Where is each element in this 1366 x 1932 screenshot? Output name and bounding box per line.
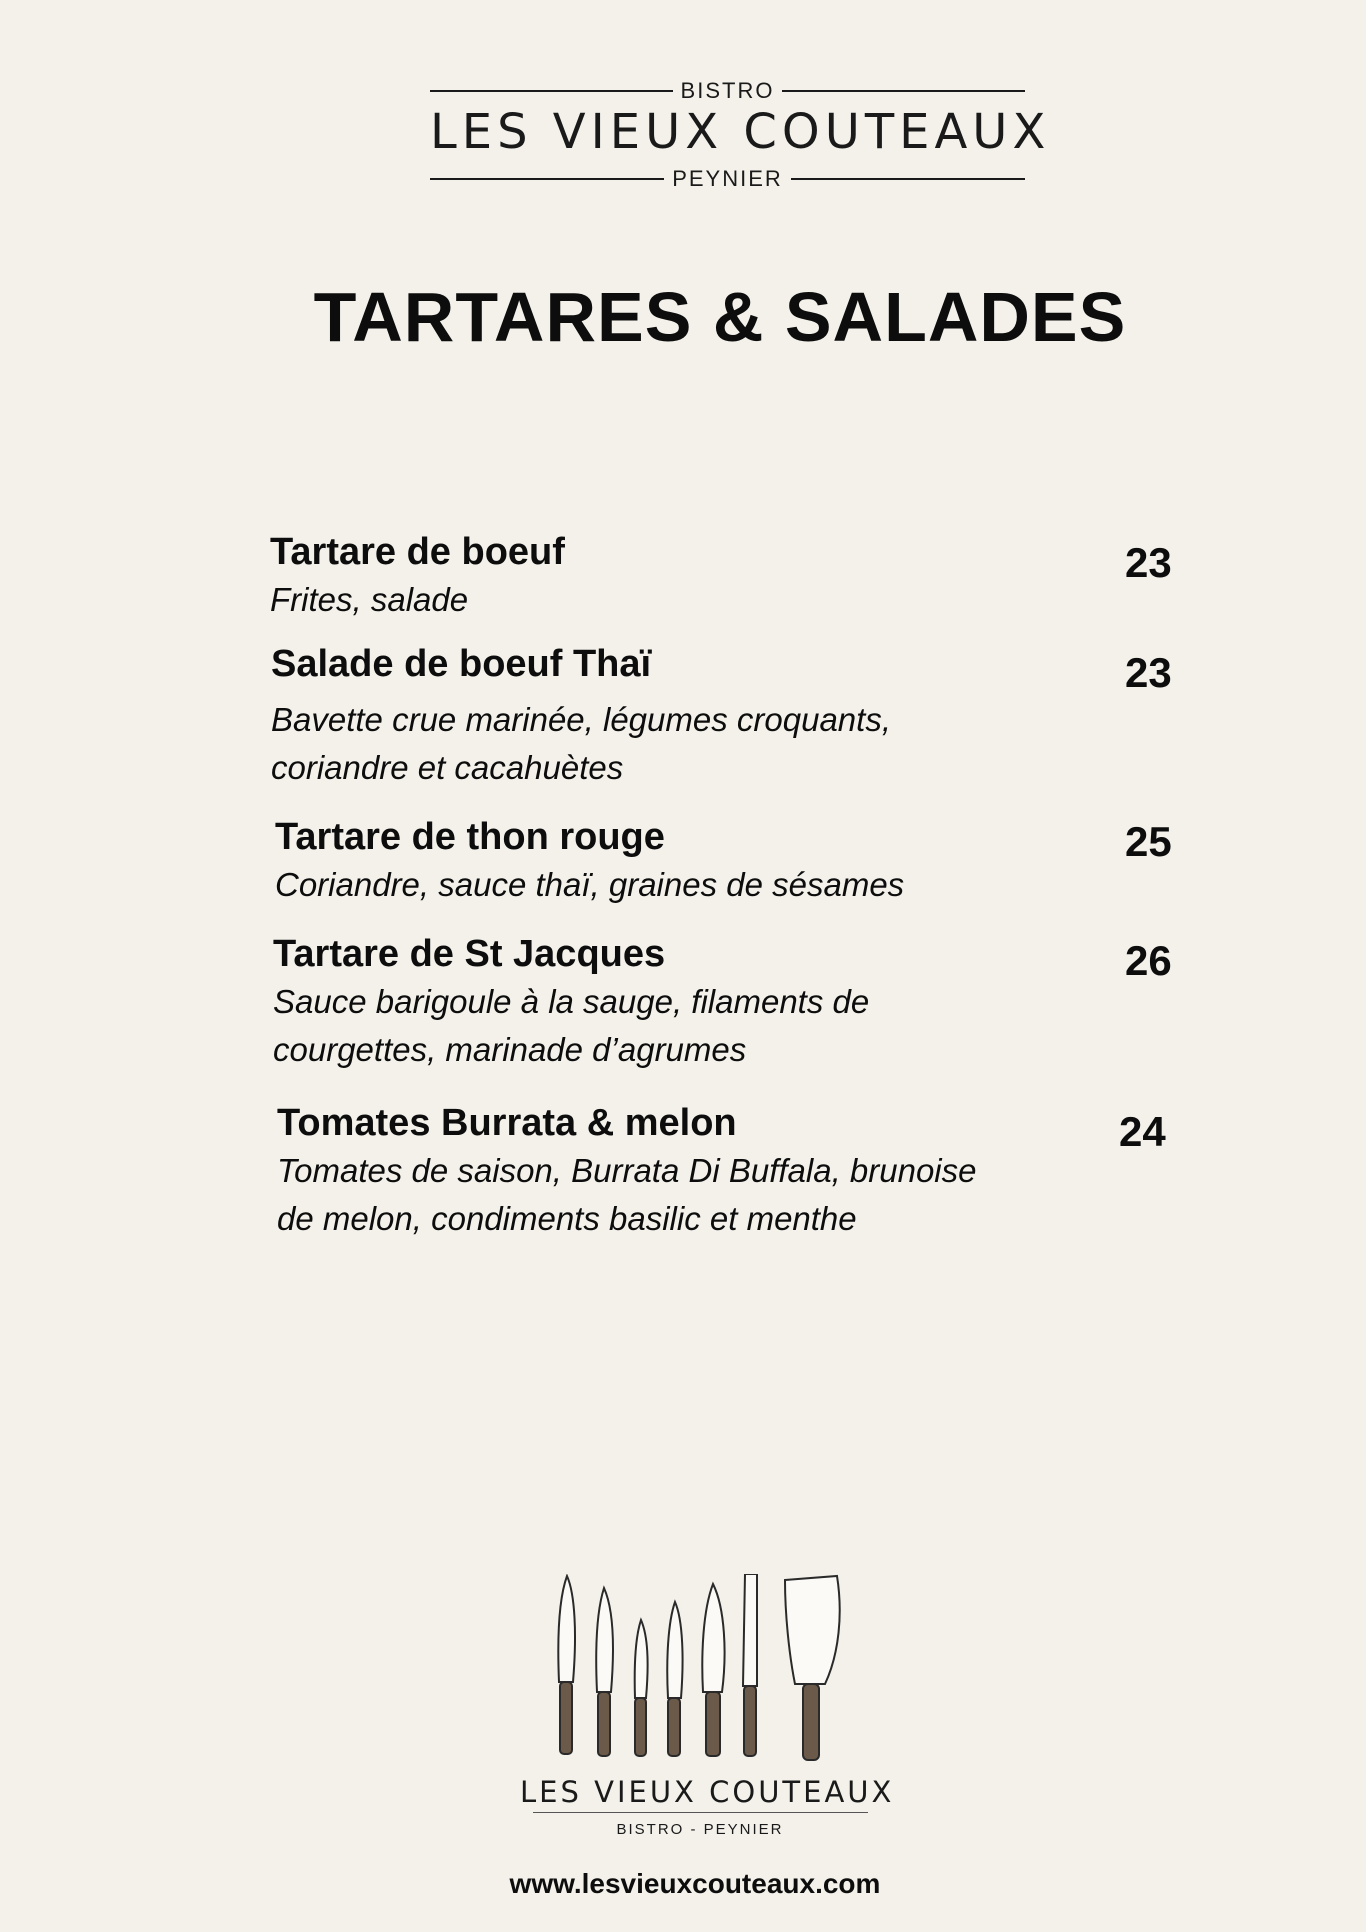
header-rule-left-bottom: [430, 178, 664, 180]
menu-item-desc-line: Bavette crue marinée, légumes croquants,: [271, 701, 891, 738]
knife-blade-icon: [702, 1584, 724, 1692]
menu-item-name: Tartare de St Jacques: [273, 933, 666, 975]
header-brand-name: LES VIEUX COUTEAUX: [430, 104, 1051, 160]
footer-rule: [533, 1812, 868, 1813]
knife-blade-icon: [635, 1620, 648, 1698]
menu-item-price: 26: [1125, 937, 1172, 984]
footer-sub-label: BISTRO - PEYNIER: [616, 1821, 784, 1838]
menu-item-desc-line: coriandre et cacahuètes: [271, 749, 624, 786]
website-link[interactable]: www.lesvieuxcouteaux.com: [509, 1868, 881, 1899]
knife-handle-icon: [560, 1682, 572, 1754]
knives-illustration-icon: [545, 1574, 855, 1774]
knife-blade-icon: [743, 1574, 757, 1686]
menu-item-desc: [273, 978, 1063, 1074]
menu-item-tartare-st-jacques: [273, 932, 1193, 1074]
header-bottom-row: [430, 168, 1025, 190]
knife-handle-icon: [744, 1686, 756, 1756]
knife-handle-icon: [635, 1698, 646, 1756]
header-top-row: [430, 80, 1025, 102]
header-rule-right: [782, 90, 1025, 92]
menu-item-price: 24: [1119, 1108, 1166, 1155]
page-title: TARTARES & SALADES: [313, 278, 1127, 356]
header-peynier-label: PEYNIER: [672, 166, 783, 191]
menu-item-desc-line: Frites, salade: [270, 581, 469, 618]
knife-blade-icon: [596, 1588, 613, 1692]
menu-item-desc-line: courgettes, marinade d’agrumes: [273, 1031, 747, 1068]
menu-item-desc-line: de melon, condiments basilic et menthe: [277, 1200, 857, 1237]
cleaver-handle-icon: [803, 1684, 819, 1760]
cleaver-blade-icon: [785, 1576, 840, 1684]
menu-item-name: Tartare de boeuf: [270, 531, 565, 573]
header-rule-right-bottom: [791, 178, 1025, 180]
menu-item-desc: [271, 696, 1061, 792]
knife-blade-icon: [558, 1576, 575, 1682]
menu-item-desc: [270, 576, 1060, 624]
menu-item-price: 25: [1125, 818, 1172, 865]
knife-blade-icon: [667, 1602, 682, 1698]
menu-item-desc-line: Coriandre, sauce thaï, graines de sésames: [275, 866, 905, 903]
menu-item-tartare-boeuf: [270, 530, 1190, 624]
menu-item-salade-boeuf-thai: [271, 642, 1191, 792]
menu-item-name: Salade de boeuf Thaï: [271, 643, 652, 685]
knife-handle-icon: [668, 1698, 680, 1756]
menu-item-desc: [275, 861, 1065, 909]
menu-item-desc-line: Sauce barigoule à la sauge, filaments de: [273, 983, 870, 1020]
menu-item-desc: [277, 1147, 1097, 1243]
menu-item-price: 23: [1125, 539, 1172, 586]
menu-item-name: Tomates Burrata & melon: [277, 1102, 737, 1144]
menu-item-tomates-burrata: [277, 1101, 1197, 1243]
header-bistro-label: BISTRO: [680, 78, 775, 103]
header-rule-left: [430, 90, 673, 92]
footer-logo: [520, 1774, 895, 1838]
menu-item-price: 23: [1125, 649, 1172, 696]
menu-item-name: Tartare de thon rouge: [275, 816, 665, 858]
header-logo: [430, 76, 1051, 196]
knife-handle-icon: [598, 1692, 610, 1756]
footer-brand-name: LES VIEUX COUTEAUX: [520, 1775, 895, 1809]
menu-item-desc-line: Tomates de saison, Burrata Di Buffala, brunoise: [277, 1152, 977, 1189]
knife-handle-icon: [706, 1692, 720, 1756]
menu-item-tartare-thon: [275, 815, 1195, 909]
